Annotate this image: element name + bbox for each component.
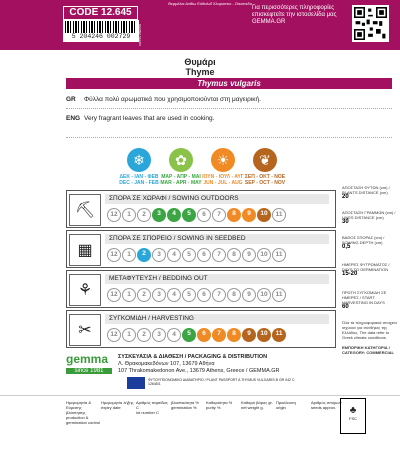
- month-circle: 9: [242, 288, 256, 302]
- snowflake-icon: ❄: [127, 148, 151, 172]
- barcode: [63, 20, 139, 42]
- month-circle: 6: [197, 208, 211, 222]
- bottom-label: [206, 400, 241, 425]
- season-spring: [160, 148, 202, 186]
- field-sowing-icon: ⛏: [69, 194, 101, 226]
- bottom-label-en: production & germination control: [66, 415, 101, 425]
- month-circle: 2: [137, 248, 151, 262]
- fsc-logo-icon: [340, 398, 366, 434]
- eu-flag-icon: [127, 377, 145, 389]
- bottom-label: [66, 400, 101, 425]
- calendar-row-harvesting: [66, 310, 336, 348]
- side-info-value: 15-20: [342, 271, 358, 277]
- since-badge: since 1981: [66, 368, 112, 374]
- month-circle: 9: [242, 248, 256, 262]
- lang-en: ENG: [66, 115, 81, 122]
- bottom-label-en: seeds approx.: [311, 405, 337, 410]
- bottom-label-en: origin: [276, 405, 286, 410]
- side-info-label: ΑΠΟΣΤΑΣΗ ΓΡΑΜΜΩΝ (cm) / LINES DISTANCE (cm): [342, 210, 396, 220]
- month-circle: 9: [242, 328, 256, 342]
- harvest-icon: ✂: [69, 314, 101, 346]
- month-circle: 4: [167, 288, 181, 302]
- calendar-row-sowing-outdoors: [66, 190, 336, 228]
- side-info-plant-distance: [342, 185, 398, 200]
- month-circle: 1: [122, 248, 136, 262]
- month-circle: 7: [212, 328, 226, 342]
- month-circle: 10: [257, 288, 271, 302]
- month-circle: 2: [137, 208, 151, 222]
- title-english: Thyme: [185, 67, 215, 77]
- bottom-label-gr: Ημερομηνία & Εύρεσης βλάστησης: [66, 400, 91, 415]
- month-circle: 10: [257, 248, 271, 262]
- season-label: SEP - OCT - NOV: [244, 180, 286, 186]
- bottom-label-gr: Καθαρότητα %: [206, 400, 233, 405]
- month-circle: 6: [197, 248, 211, 262]
- bottom-label: [241, 400, 276, 425]
- side-info-depth: [342, 235, 398, 250]
- month-circle: 9: [242, 208, 256, 222]
- month-circle: 2: [137, 288, 151, 302]
- side-info-value: 30: [342, 219, 349, 225]
- month-circles: [107, 328, 286, 342]
- month-circle: 3: [152, 288, 166, 302]
- latin-name: Thymus vulgaris: [66, 78, 392, 89]
- bottom-label-en: lot number C: [136, 410, 159, 415]
- month-circle: 11: [272, 288, 286, 302]
- month-circle: 4: [167, 328, 181, 342]
- seedbed-icon: ▦: [69, 234, 101, 266]
- bottom-label-gr: Προέλευση: [276, 400, 296, 405]
- month-circle: 12: [107, 288, 121, 302]
- season-label: MAR - APR - MAY: [160, 180, 202, 186]
- bottom-label-en: expiry date: [101, 405, 121, 410]
- month-circles: [107, 248, 286, 262]
- side-info-label: ΑΠΟΣΤΑΣΗ ΦΥΤΩΝ (cm) / PLANTS DISTANCE (cm): [342, 185, 390, 195]
- barcode-bars: [65, 21, 137, 33]
- season-label: DEC - JAN - FEB: [119, 180, 159, 186]
- season-label: ΔΕΚ - ΙΑΝ - ΦΕΒ: [119, 174, 159, 180]
- website-info: Για περισσότερες πληροφορίες επισκεφτείτε την ιστοσελίδα μας GEMMA.GR: [252, 5, 337, 25]
- row-title: ΜΕΤΑΦΥΤΕΥΣΗ / BEDDING OUT: [105, 274, 329, 284]
- calendar-row-sowing-seedbed: [66, 230, 336, 268]
- plant-passport: ΦΥΤΟΥΓΕΙΟΝΟΜΙΚΟ ΔΙΑΒΑΤΗΡΙΟ / PLANT PASSPORT A THYMUS VULGARIS B GR 042 C 12645/1: [148, 378, 295, 386]
- season-label: ΜΑΡ - ΑΠΡ - ΜΑΙ: [161, 174, 201, 180]
- fsc-tree-icon: ♣: [349, 405, 357, 416]
- month-circle: 2: [137, 328, 151, 342]
- month-circle: 12: [107, 208, 121, 222]
- bottom-label: [136, 400, 171, 425]
- month-circle: 1: [122, 328, 136, 342]
- month-circle: 3: [152, 208, 166, 222]
- side-info-label: ΠΡΩΤΗ ΣΥΓΚΟΜΙΔΗ ΣΕ ΗΜΕΡΕΣ / START HARVESTING IN DAYS: [342, 290, 387, 305]
- gemma-logo: [66, 352, 112, 374]
- side-info-harvest: [342, 290, 398, 310]
- season-label: JUN - JUL - AUG: [203, 180, 243, 186]
- sun-icon: ☀: [211, 148, 235, 172]
- bottom-label-gr: Ημερομηνία λήξης: [101, 400, 134, 405]
- month-circle: 12: [107, 328, 121, 342]
- side-info-value: 60: [342, 304, 349, 310]
- month-circle: 10: [257, 208, 271, 222]
- divider: [66, 108, 392, 109]
- bedding-icon: ⚘: [69, 274, 101, 306]
- month-circle: 3: [152, 248, 166, 262]
- month-circle: 3: [152, 328, 166, 342]
- dist-address-en: 107 Thrakomakedonon Ave., 13679 Athens, Greece / GEMMA.GR: [118, 368, 280, 374]
- month-circle: 11: [272, 328, 286, 342]
- month-circles: [107, 288, 286, 302]
- bottom-label: [276, 400, 311, 425]
- side-info-category: ΕΜΠΟΡΙΚΗ ΚΑΤΗΓΟΡΙΑ / CATEGORY: COMMERCIAL: [342, 345, 394, 355]
- row-title: ΣΠΟΡΑ ΣΕ ΣΠΟΡΕΙΟ / SOWING IN SEEDBED: [105, 234, 329, 244]
- month-circle: 12: [107, 248, 121, 262]
- month-circle: 6: [197, 288, 211, 302]
- qr-code-graphic: [354, 7, 387, 40]
- desc-en: Very fragrant leaves that are used in cooking.: [84, 115, 215, 122]
- month-circle: 8: [227, 328, 241, 342]
- desc-gr: Φύλλα πολύ αρωματικά που χρησιμοποιούνται στη μαγειρική.: [84, 96, 261, 103]
- fsc-label: FSC: [349, 416, 357, 421]
- bottom-label-gr: Αριθμός παρτίδας C: [136, 400, 168, 410]
- dist-title: ΣΥΣΚΕΥΑΣΙΑ & ΔΙΑΘΕΣΗ / PACKAGING & DISTRIBUTION: [118, 354, 268, 360]
- lang-gr: GR: [66, 96, 76, 103]
- dist-address-gr: Λ. Θρακομακεδόνων 107, 13679 Αθήνα: [118, 361, 215, 367]
- bottom-label: [101, 400, 136, 425]
- month-circle: 5: [182, 248, 196, 262]
- season-summer: [202, 148, 244, 186]
- month-circle: 4: [167, 248, 181, 262]
- title-greek: Θυμάρι: [184, 57, 216, 67]
- month-circle: 10: [257, 328, 271, 342]
- bottom-label-gr: Καθαρό βάρος gr.: [241, 400, 273, 405]
- month-circle: 7: [212, 288, 226, 302]
- divider: [66, 137, 392, 138]
- side-info-line-distance: [342, 210, 398, 225]
- row-title: ΣΠΟΡΑ ΣΕ ΧΩΡΑΦΙ / SOWING OUTDOORS: [105, 194, 329, 204]
- side-info-value: 0,5: [342, 244, 351, 250]
- bottom-label-gr: βλαστικότητα %: [171, 400, 199, 405]
- month-circle: 4: [167, 208, 181, 222]
- month-circle: 8: [227, 288, 241, 302]
- flower-icon: ✿: [169, 148, 193, 172]
- season-winter: [118, 148, 160, 186]
- bottom-labels: [66, 400, 346, 425]
- bottom-label-gr: Αριθμός σπόρων: [311, 400, 342, 405]
- bottom-label-en: germination %: [171, 405, 197, 410]
- leaf-icon: ❦: [253, 148, 277, 172]
- bottom-label-en: purity %: [206, 405, 221, 410]
- barcode-number: 5 204246 002729: [71, 33, 131, 40]
- month-circle: 5: [182, 208, 196, 222]
- month-circle: 7: [212, 208, 226, 222]
- calendar-row-bedding-out: [66, 270, 336, 308]
- brand-name: gemma: [66, 352, 109, 366]
- month-circle: 1: [122, 208, 136, 222]
- distribution-info: [118, 354, 388, 375]
- side-info-label: Όλα τα πληροφοριακά στοιχεία ισχύουν για συνθήκες της Ελλάδας. The data refer to Greek climate conditions.: [342, 320, 397, 340]
- side-code: GEMMA SEEDS: [138, 24, 142, 47]
- season-autumn: [244, 148, 286, 186]
- row-title: ΣΥΓΚΟΜΙΔΗ / HARVESTING: [105, 314, 329, 324]
- divider: [0, 395, 400, 396]
- month-circle: 5: [182, 288, 196, 302]
- month-circle: 11: [272, 208, 286, 222]
- side-info-label: ΒΑΘΟΣ ΣΠΟΡΑΣ (cm) / SOWING DEPTH (cm): [342, 235, 385, 245]
- bottom-label: [171, 400, 206, 425]
- month-circles: [107, 208, 286, 222]
- season-label: ΙΟΥΝ - ΙΟΥΛ - ΑΥΓ: [202, 174, 244, 180]
- month-circle: 6: [197, 328, 211, 342]
- product-code: CODE 12.645: [63, 6, 138, 20]
- month-circle: 8: [227, 208, 241, 222]
- side-info-germination: [342, 262, 398, 277]
- side-info-value: 20: [342, 194, 349, 200]
- month-circle: 1: [122, 288, 136, 302]
- side-info-note: [342, 320, 398, 340]
- bottom-label-en: net weight g.: [241, 405, 264, 410]
- side-info-label: ΗΜΕΡΕΣ ΦΥΤΡΩΜΑΤΟΣ / DAYS TO GERMINATION: [342, 262, 390, 272]
- month-circle: 5: [182, 328, 196, 342]
- top-tiny-text: Θερμέλια Ανθίω Εύθαλοΐ Χλοροστιο - Οικοπεδο: [168, 1, 253, 6]
- month-circle: 8: [227, 248, 241, 262]
- month-circle: 7: [212, 248, 226, 262]
- month-circle: 11: [272, 248, 286, 262]
- season-legend: [118, 148, 286, 186]
- qr-code-icon: [352, 5, 389, 42]
- season-label: ΣΕΠ - ΟΚΤ - ΝΟΕ: [244, 174, 286, 180]
